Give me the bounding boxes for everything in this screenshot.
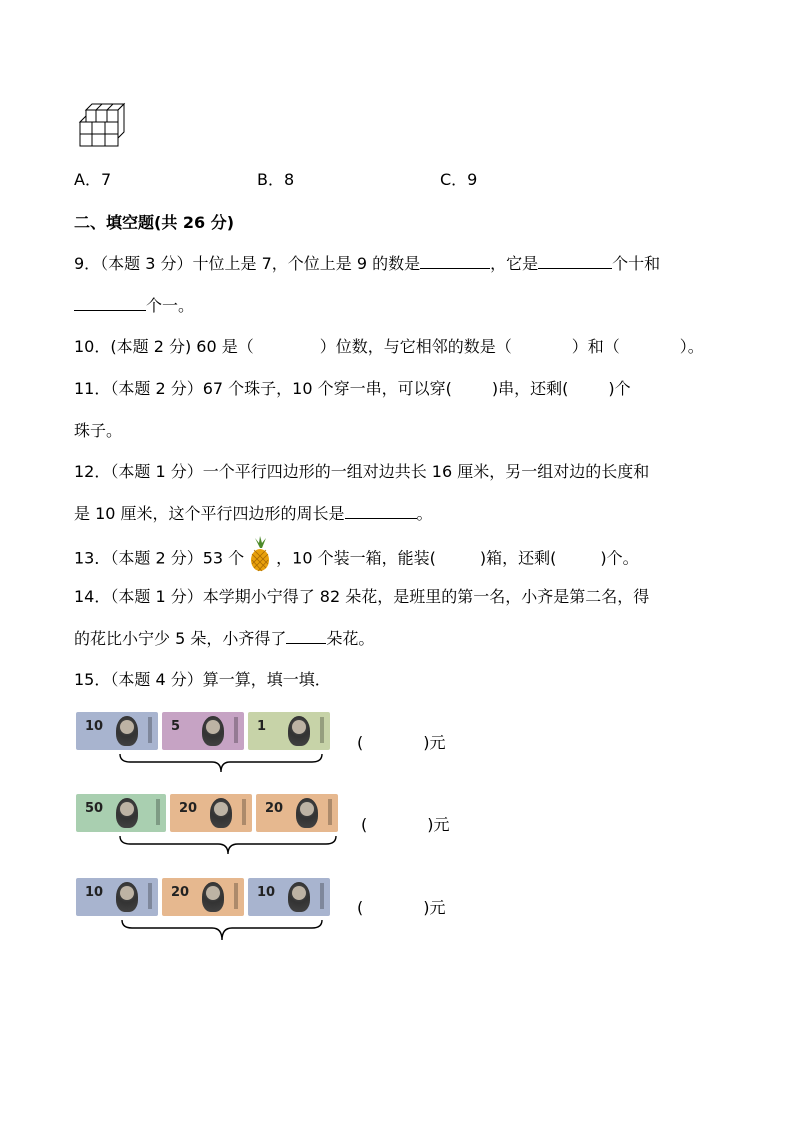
cube-stack-figure <box>78 102 128 148</box>
money-blank-2[interactable] <box>367 816 427 830</box>
q12-blank-1[interactable] <box>345 504 417 519</box>
banknote-value: 5 <box>171 719 181 734</box>
banknote-value: 1 <box>257 719 267 734</box>
q13-text-1: 13．（本题 2 分）53 个 <box>74 548 245 568</box>
banknote <box>76 878 158 916</box>
question-13 <box>74 546 639 572</box>
banknote <box>248 878 330 916</box>
banknote-value: 20 <box>171 885 190 900</box>
banknote <box>248 712 330 750</box>
q14-text-2: 朵花。 <box>326 629 375 648</box>
question-9-line2 <box>74 296 194 316</box>
money-row-3 <box>76 878 334 916</box>
q12-text-1: 是 10 厘米，这个平行四边形的周长是 <box>74 504 345 523</box>
q13-blank-1[interactable] <box>436 550 480 564</box>
money-answer-1 <box>357 733 446 753</box>
q13-text-2: ，10 个装一箱，能装( <box>276 548 436 568</box>
banknote-value: 50 <box>85 801 104 816</box>
question-11-line1 <box>74 379 631 399</box>
answer-close: )元 <box>427 815 450 834</box>
banknote-value: 10 <box>85 719 104 734</box>
money-row-2 <box>76 794 342 832</box>
banknote <box>76 794 166 832</box>
q10-text-2: ）位数，与它相邻的数是（ <box>319 337 512 356</box>
q9-text-4: 个一。 <box>146 296 195 315</box>
answer-close: )元 <box>423 733 446 752</box>
question-12-line2 <box>74 504 433 524</box>
money-blank-1[interactable] <box>363 734 423 748</box>
q10-blank-3[interactable] <box>620 338 680 352</box>
banknote <box>162 878 244 916</box>
q11-blank-2[interactable] <box>568 380 608 394</box>
q14-text-1: 的花比小宁少 5 朵，小齐得了 <box>74 629 287 648</box>
q10-text-1: 10．(本题 2 分) 60 是（ <box>74 337 254 356</box>
q9-text-1: 9．（本题 3 分）十位上是 7，个位上是 9 的数是 <box>74 254 421 273</box>
section-title: 二、填空题(共 26 分) <box>74 213 235 232</box>
banknote <box>170 794 252 832</box>
option-a[interactable]: A．7 <box>74 170 112 189</box>
q10-text-4: ）。 <box>679 337 704 356</box>
answer-open: ( <box>361 815 368 834</box>
brace-icon <box>118 834 338 856</box>
brace-icon <box>118 752 324 774</box>
question-12-line1: 12．（本题 1 分）一个平行四边形的一组对边共长 16 厘米，另一组对边的长度和 <box>74 462 650 481</box>
money-answer-3 <box>357 898 446 918</box>
banknote-value: 10 <box>257 885 276 900</box>
banknote-value: 20 <box>265 801 284 816</box>
banknote <box>256 794 338 832</box>
money-blank-3[interactable] <box>363 899 423 913</box>
banknote-value: 20 <box>179 801 198 816</box>
option-c[interactable]: C．9 <box>440 170 478 189</box>
banknote-value: 10 <box>85 885 104 900</box>
q9-text-2: ，它是 <box>490 254 539 273</box>
money-row-1 <box>76 712 334 750</box>
question-14-line2 <box>74 629 374 649</box>
brace-icon <box>120 918 324 942</box>
question-14-line1: 14．（本题 1 分）本学期小宁得了 82 朵花，是班里的第一名，小齐是第二名，得 <box>74 587 650 606</box>
q10-blank-2[interactable] <box>512 338 572 352</box>
q13-blank-2[interactable] <box>556 550 600 564</box>
banknote <box>76 712 158 750</box>
q12-text-2: 。 <box>416 504 433 523</box>
q14-blank-1[interactable] <box>286 629 326 644</box>
q9-blank-3[interactable] <box>74 296 146 311</box>
question-15-title: 15．（本题 4 分）算一算，填一填． <box>74 670 331 689</box>
q13-text-4: )个。 <box>600 548 639 568</box>
q9-blank-2[interactable] <box>538 254 612 269</box>
answer-close: )元 <box>423 898 446 917</box>
question-11-line2: 珠子。 <box>74 421 123 440</box>
answer-open: ( <box>357 733 364 752</box>
q11-text-1: 11．（本题 2 分）67 个珠子，10 个穿一串，可以穿( <box>74 379 452 398</box>
q13-text-3: )箱，还剩( <box>479 548 557 568</box>
q9-blank-1[interactable] <box>420 254 490 269</box>
answer-open: ( <box>357 898 364 917</box>
money-answer-2 <box>361 815 450 835</box>
q10-blank-1[interactable] <box>254 338 320 352</box>
q11-text-2: )串，还剩( <box>491 379 569 398</box>
question-9-line1 <box>74 254 660 274</box>
option-b[interactable]: B．8 <box>257 170 295 189</box>
q11-blank-1[interactable] <box>452 380 492 394</box>
pineapple-icon <box>246 536 274 572</box>
q11-text-3: )个 <box>608 379 631 398</box>
question-10 <box>74 337 704 357</box>
q9-text-3: 个十和 <box>612 254 661 273</box>
banknote <box>162 712 244 750</box>
q10-text-3: ）和（ <box>571 337 620 356</box>
